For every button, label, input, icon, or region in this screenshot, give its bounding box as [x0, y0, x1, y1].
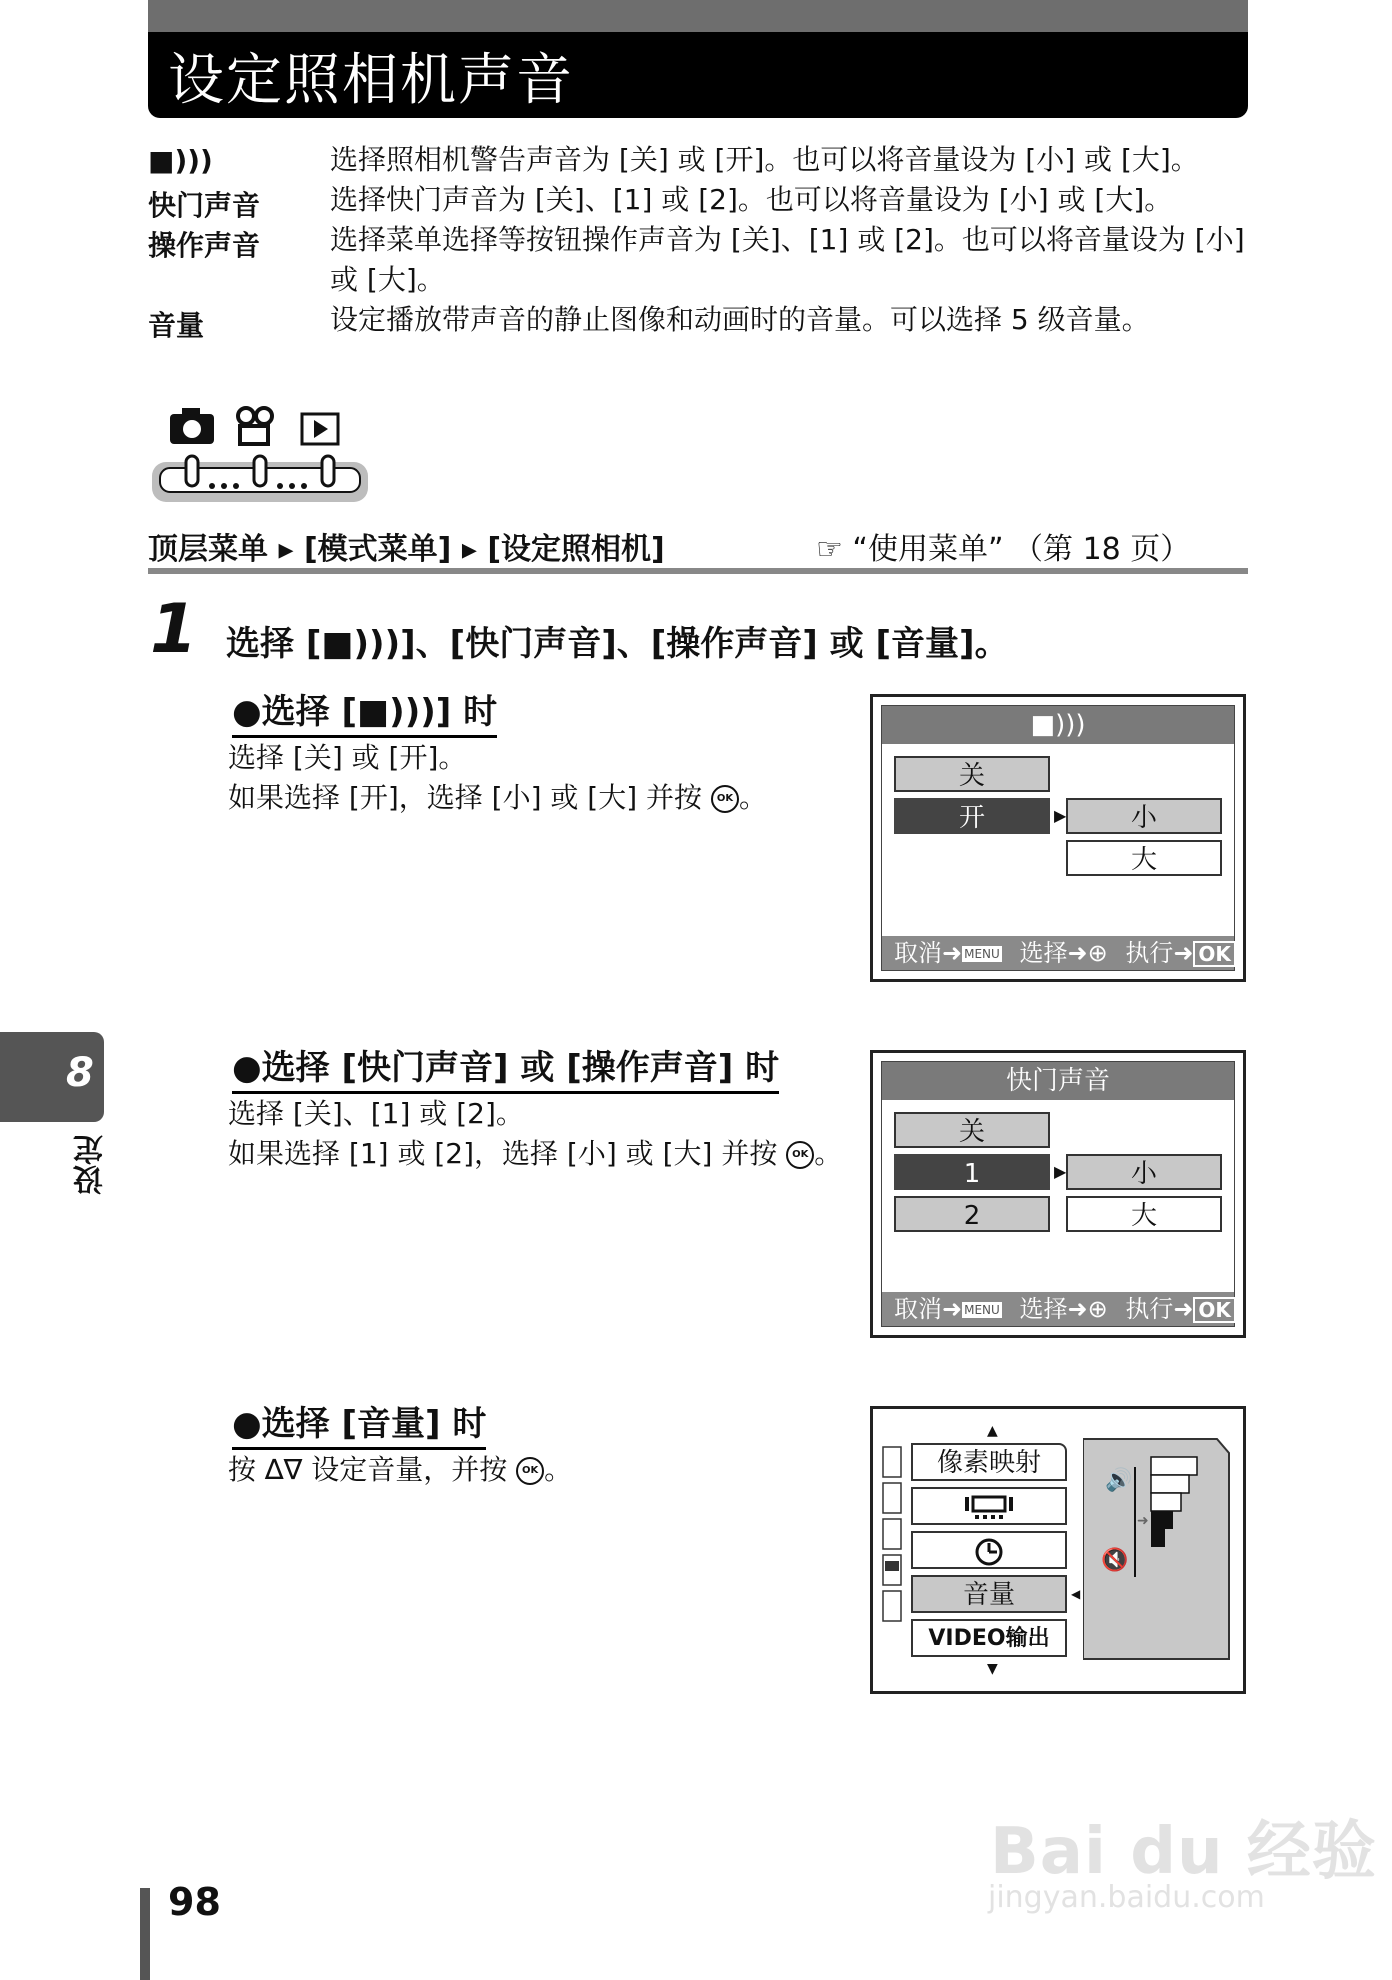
def-desc-shutter: 选择快门声音为 [关]、[1] 或 [2]。也可以将音量设为 [小] 或 [大]。	[330, 183, 1173, 216]
option-1[interactable]: 1	[894, 1154, 1050, 1190]
dpad-icon: ⊕	[1087, 939, 1108, 967]
page-reference: ☞ “使用菜单” （第 18 页）	[816, 532, 1191, 567]
step-text: 选择 [■)))]、[快门声音]、[操作声音] 或 [音量]。	[226, 624, 1009, 664]
section-heading-beep: ●选择 [■)))] 时	[232, 684, 497, 738]
menu-key-icon: MENU	[964, 1303, 1000, 1317]
section-line-text: 如果选择 [开]，选择 [小] 或 [大] 并按	[228, 781, 703, 814]
menu-item-pixel-mapping[interactable]: 像素映射	[911, 1443, 1067, 1481]
screen-footer: 取消➜ MENU 选择➜⊕ 执行➜ OK	[882, 936, 1234, 970]
page-marker	[140, 1888, 150, 1980]
ok-key-icon: OK	[1193, 941, 1236, 967]
dpad-icon: ⊕	[1087, 1295, 1108, 1323]
screen-title: ■)))	[882, 706, 1234, 744]
footer-cancel: 取消	[894, 939, 942, 967]
section-line-text: 如果选择 [1] 或 [2]，选择 [小] 或 [大] 并按	[228, 1137, 778, 1170]
section-line-text: 按 ∆∇ 设定音量，并按	[228, 1453, 508, 1486]
watermark-logo: Bai du 经验	[990, 1815, 1377, 1889]
scroll-down-icon[interactable]: ▼	[987, 1661, 998, 1677]
speaker-mute-icon: 🔇	[1101, 1548, 1129, 1573]
speaker-loud-icon: 🔊	[1105, 1468, 1133, 1493]
screen-title: 快门声音	[882, 1062, 1234, 1100]
section-line: 如果选择 [开]，选择 [小] 或 [大] 并按 OK 。	[228, 781, 767, 814]
menu-item-clock[interactable]	[911, 1531, 1067, 1569]
chapter-number: 8	[66, 1050, 94, 1096]
info-display-icon	[959, 1493, 1019, 1523]
section-line: 选择 [关] 或 [开]。	[228, 741, 467, 774]
title-bar	[148, 0, 1248, 118]
def-desc-beep: 选择照相机警告声音为 [关] 或 [开]。也可以将音量设为 [小] 或 [大]。	[330, 143, 1199, 176]
ok-button-icon: OK	[516, 1457, 544, 1485]
def-term-operation: 操作声音	[148, 229, 261, 262]
page-title: 设定照相机声音	[168, 48, 574, 113]
clock-icon	[969, 1537, 1009, 1567]
section-line: 选择 [关]、[1] 或 [2]。	[228, 1097, 524, 1130]
menu-item-info-display[interactable]	[911, 1487, 1067, 1525]
footer-exec: 执行	[1125, 939, 1174, 967]
ok-key-icon: OK	[1193, 1297, 1236, 1323]
option-off[interactable]: 关	[894, 756, 1050, 792]
step-number: 1	[150, 590, 198, 669]
option-large[interactable]: 大	[1066, 1196, 1222, 1232]
section-heading-volume: ●选择 [音量] 时	[232, 1396, 486, 1450]
section-line: 如果选择 [1] 或 [2]，选择 [小] 或 [大] 并按 OK 。	[228, 1137, 843, 1170]
screen-shutter	[870, 1050, 1246, 1338]
page-number: 98	[168, 1880, 221, 1924]
chapter-label: 设定	[74, 1135, 109, 1195]
ok-button-icon: OK	[786, 1141, 814, 1169]
arrow-left-icon: ◀	[1071, 1587, 1081, 1601]
divider	[148, 568, 1248, 574]
scroll-up-icon[interactable]: ▲	[987, 1423, 998, 1439]
option-small[interactable]: 小	[1066, 798, 1222, 834]
footer-select: 选择	[1019, 1295, 1068, 1323]
arrow-right-icon: ▶	[1054, 806, 1067, 825]
section-line: 按 ∆∇ 设定音量，并按 OK 。	[228, 1453, 573, 1486]
def-desc-volume: 设定播放带声音的静止图像和动画时的音量。可以选择 5 级音量。	[330, 303, 1150, 336]
volume-panel	[1083, 1437, 1233, 1663]
def-desc-operation-cont: 或 [大]。	[330, 263, 445, 296]
def-term-volume: 音量	[148, 309, 205, 342]
footer-exec: 执行	[1125, 1295, 1174, 1323]
def-desc-operation: 选择菜单选择等按钮操作声音为 [关]、[1] 或 [2]。也可以将音量设为 [小]	[330, 223, 1245, 256]
mode-dial-icon	[150, 400, 370, 510]
watermark-url: jingyan.baidu.com	[988, 1880, 1265, 1915]
screen-beep	[870, 694, 1246, 982]
footer-cancel: 取消	[894, 1295, 942, 1323]
section-heading-shutter: ●选择 [快门声音] 或 [操作声音] 时	[232, 1040, 779, 1094]
option-on[interactable]: 开	[894, 798, 1050, 834]
def-term-beep: ■)))	[148, 144, 213, 177]
chapter-tab	[0, 1032, 104, 1122]
option-2[interactable]: 2	[894, 1196, 1050, 1232]
level-pointer-icon: ➜	[1137, 1513, 1149, 1529]
screen-inner	[881, 1061, 1235, 1327]
menu-item-video-out[interactable]: VIDEO输出	[911, 1619, 1067, 1657]
ok-button-icon: OK	[711, 785, 739, 813]
arrow-right-icon: ▶	[1054, 1162, 1067, 1181]
screen-footer: 取消➜ MENU 选择➜⊕ 执行➜ OK	[882, 1292, 1234, 1326]
footer-select: 选择	[1019, 939, 1068, 967]
option-off[interactable]: 关	[894, 1112, 1050, 1148]
option-large[interactable]: 大	[1066, 840, 1222, 876]
option-small[interactable]: 小	[1066, 1154, 1222, 1190]
breadcrumb: 顶层菜单 ▸ [模式菜单] ▸ [设定照相机]	[148, 532, 665, 567]
menu-key-icon: MENU	[964, 947, 1000, 961]
def-term-shutter: 快门声音	[148, 189, 261, 222]
screen-inner	[881, 705, 1235, 971]
tab-strip	[881, 1443, 903, 1643]
screen-volume	[870, 1406, 1246, 1694]
menu-item-volume[interactable]: 音量	[911, 1575, 1067, 1613]
title-bar-strip	[148, 0, 1248, 32]
